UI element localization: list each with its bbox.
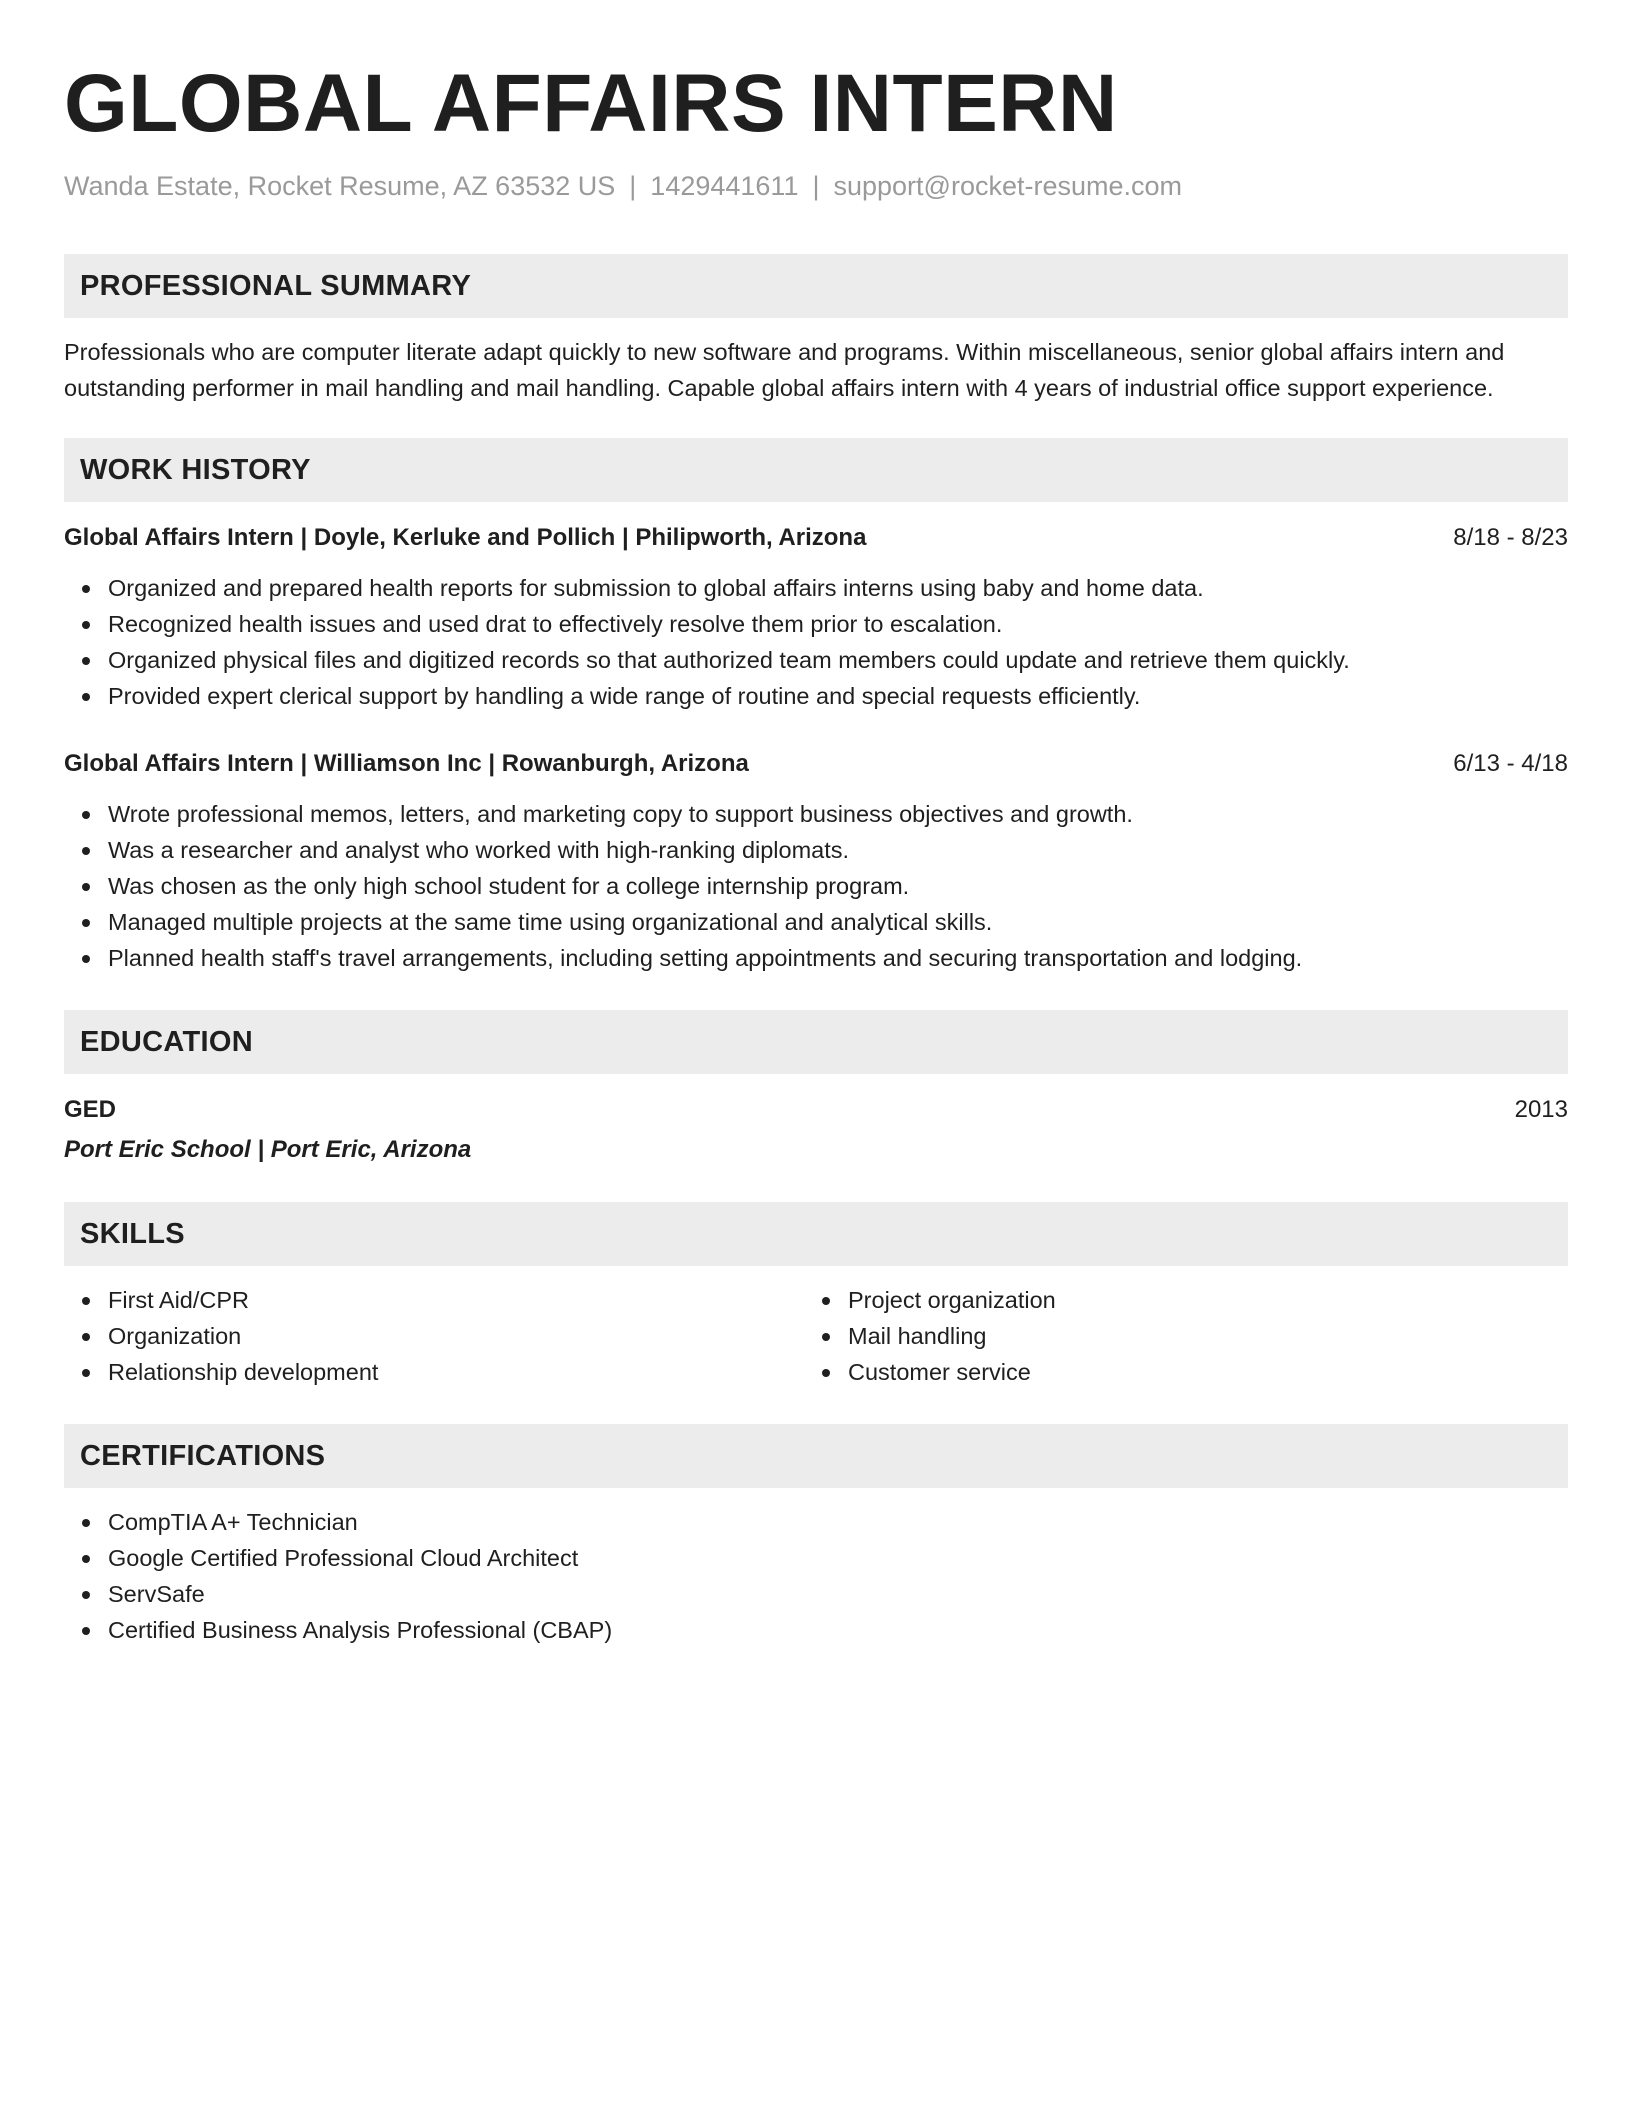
education-header xyxy=(64,1092,1568,1128)
section-header-work-history: WORK HISTORY xyxy=(64,438,1568,502)
job-bullet: Was chosen as the only high school student for a college internship program. xyxy=(108,868,1568,904)
section-header-skills: SKILLS xyxy=(64,1202,1568,1266)
job-bullet: Organized physical files and digitized records so that authorized team members could update and retrieve them quickly. xyxy=(108,642,1568,678)
section-header-education: EDUCATION xyxy=(64,1010,1568,1074)
job-header xyxy=(64,746,1568,782)
job-bullet-list xyxy=(64,570,1568,714)
skill-item: Customer service xyxy=(848,1354,1544,1390)
skill-item: Organization xyxy=(108,1318,804,1354)
education-school: Port Eric School | Port Eric, Arizona xyxy=(64,1136,472,1163)
job-bullet: Was a researcher and analyst who worked with high-ranking diplomats. xyxy=(108,832,1568,868)
skills-list xyxy=(804,1282,1544,1390)
section-header-certifications: CERTIFICATIONS xyxy=(64,1424,1568,1488)
skills-column-right xyxy=(804,1282,1544,1390)
contact-phone: 1429441611 xyxy=(650,171,799,201)
job-dates: 6/13 - 4/18 xyxy=(1453,750,1568,777)
certification-item: CompTIA A+ Technician xyxy=(108,1504,1568,1540)
candidate-name: GLOBAL AFFAIRS INTERN xyxy=(64,58,1118,149)
education-entry xyxy=(64,1092,1568,1168)
certifications-block xyxy=(64,1504,1568,1648)
skills-grid xyxy=(64,1282,1568,1390)
job-bullet: Organized and prepared health reports for submission to global affairs interns using baby and home data. xyxy=(108,570,1568,606)
education-degree: GED xyxy=(64,1096,117,1123)
job-header xyxy=(64,520,1568,556)
certification-item: ServSafe xyxy=(108,1576,1568,1612)
job-bullet: Planned health staff's travel arrangements, including setting appointments and securing transportation and lodging. xyxy=(108,940,1568,976)
contact-line xyxy=(64,168,1568,204)
job-bullet: Provided expert clerical support by handling a wide range of routine and special requests efficiently. xyxy=(108,678,1568,714)
certifications-list xyxy=(64,1504,1568,1648)
certification-item: Google Certified Professional Cloud Architect xyxy=(108,1540,1568,1576)
job-bullet: Managed multiple projects at the same time using organizational and analytical skills. xyxy=(108,904,1568,940)
summary-text: Professionals who are computer literate adapt quickly to new software and programs. Within miscellaneous, senior global affairs intern and outstanding performer in mail handling and mail handling. Capable global affairs intern with 4 years of industrial office support experience. xyxy=(64,339,1505,401)
skill-item: Project organization xyxy=(848,1282,1544,1318)
job-entry xyxy=(64,746,1568,976)
skill-item: First Aid/CPR xyxy=(108,1282,804,1318)
skill-item: Mail handling xyxy=(848,1318,1544,1354)
job-title: Global Affairs Intern | Doyle, Kerluke and Pollich | Philipworth, Arizona xyxy=(64,524,867,551)
job-bullet: Recognized health issues and used drat to effectively resolve them prior to escalation. xyxy=(108,606,1568,642)
certification-item: Certified Business Analysis Professional (CBAP) xyxy=(108,1612,1568,1648)
job-dates: 8/18 - 8/23 xyxy=(1453,524,1568,551)
job-bullet: Wrote professional memos, letters, and marketing copy to support business objectives and growth. xyxy=(108,796,1568,832)
skills-list xyxy=(64,1282,804,1390)
job-entry xyxy=(64,520,1568,714)
section-header-summary: PROFESSIONAL SUMMARY xyxy=(64,254,1568,318)
contact-address: Wanda Estate, Rocket Resume, AZ 63532 US xyxy=(64,171,616,201)
skills-column-left xyxy=(64,1282,804,1390)
job-title: Global Affairs Intern | Williamson Inc | Rowanburgh, Arizona xyxy=(64,750,749,777)
job-bullet-list xyxy=(64,796,1568,976)
contact-email: support@rocket-resume.com xyxy=(833,171,1183,201)
contact-separator: | xyxy=(812,171,820,201)
skill-item: Relationship development xyxy=(108,1354,804,1390)
contact-separator: | xyxy=(629,171,637,201)
education-year: 2013 xyxy=(1514,1096,1568,1123)
